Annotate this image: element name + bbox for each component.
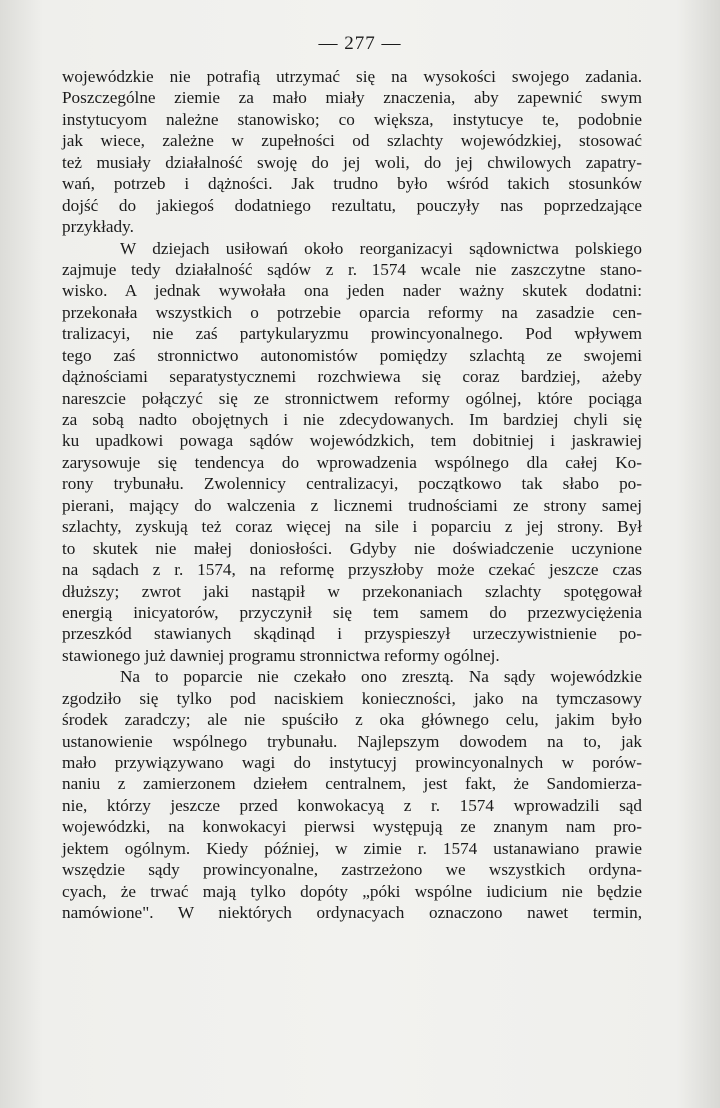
text-line: W dziejach usiłowań około reorganizacyi sądownictwa polskiego — [120, 238, 642, 258]
body-text — [62, 66, 642, 924]
text-line: wojewódzkie nie potrafią utrzymać się na wysokości swojego zadania. — [62, 67, 642, 86]
text-line: nareszcie połączyć się ze stronnictwem reformy ogólnej, które pociąga — [62, 388, 642, 408]
text-line: zajmuje tedy działalność sądów z r. 1574 wcale nie zaszczytne stano- — [62, 259, 642, 279]
text-line: ku upadkowi powaga sądów wojewódzkich, tem dobitniej i jaskrawiej — [62, 431, 642, 451]
text-line: energią inicyatorów, przyczynił się tem samem do przezwyciężenia — [62, 602, 642, 622]
text-line: nie, którzy jeszcze przed konwokacyą z r. 1574 wprowadzili sąd — [62, 795, 642, 815]
text-line: mało przywiązywano wagi do instytucyj prowincyonalnych w porów- — [62, 753, 642, 772]
text-line: wisko. A jednak wywołała ona jeden nader ważny skutek dodatni: — [62, 281, 642, 301]
text-line: jektem ogólnym. Kiedy później, w zimie r. 1574 ustanawiano prawie — [62, 838, 642, 858]
text-line: pierani, mający do walczenia z licznemi trudnościami ze strony samej — [62, 495, 642, 515]
text-line: ustanowienie wspólnego trybunału. Najlepszym dowodem na to, jak — [62, 731, 642, 751]
text-line: przeszkód stawianych skądinąd i przyspieszył urzeczywistnienie po- — [62, 624, 642, 644]
text-line: też musiały działalność swoję do jej woli, do jej chwilowych zapatry- — [62, 152, 642, 172]
text-line: wań, potrzeb i dążności. Jak trudno było wśród takich stosunków — [62, 174, 642, 194]
text-line: na sądach z r. 1574, na reformę przyszłoby może czekać jeszcze czas — [62, 560, 642, 580]
text-line: przekonała wszystkich o potrzebie oparcia reformy na zasadzie cen- — [62, 302, 642, 322]
text-line: Poszczególne ziemie za mało miały znaczenia, aby zapewnić swym — [62, 88, 642, 108]
text-line: przykłady. — [62, 217, 134, 237]
text-line: cyach, że trwać mają tylko dopóty „póki wspólne iudicium nie będzie — [62, 881, 642, 901]
text-line: szlachty, zyskują też coraz więcej na sile i poparciu z jej strony. Był — [62, 517, 642, 537]
text-line: zgodziło się tylko pod naciskiem konieczności, jako na tymczasowy — [62, 688, 642, 708]
text-line: wszędzie sądy prowincyonalne, zastrzeżono we wszystkich ordyna- — [62, 860, 642, 880]
text-line: dłuższy; zwrot jaki nastąpił w przekonaniach szlachty spotęgował — [62, 581, 642, 601]
text-line: namówione". W niektórych ordynacyach oznaczono nawet termin, — [62, 903, 642, 923]
text-line: stawionego już dawniej programu stronnictwa reformy ogólnej. — [62, 645, 500, 665]
text-line: rony trybunału. Zwolennicy centralizacyi, początkowo tak słabo po- — [62, 474, 642, 494]
text-line: zarysowuje się tendencya do wprowadzenia wspólnego dla całej Ko- — [62, 452, 642, 472]
text-line: naniu z zamierzonem dziełem centralnem, jest fakt, że Sandomierza- — [62, 774, 642, 794]
text-line: Na to poparcie nie czekało ono zresztą. Na sądy wojewódzkie — [120, 667, 642, 687]
text-line: dążnościami separatystycznemi rozchwiewa się coraz bardziej, ażeby — [62, 367, 642, 387]
text-line: wojewódzki, na konwokacyi pierwsi występują ze znanym nam pro- — [62, 817, 642, 837]
text-line: środek zaradczy; ale nie spuściło z oka głównego celu, jakim było — [62, 710, 642, 730]
text-line: to skutek nie małej doniosłości. Gdyby nie doświadczenie uczynione — [62, 538, 642, 558]
page-number: — 277 — — [318, 33, 402, 54]
text-line: tralizacyi, nie zaś partykularyzmu prowincyonalnego. Pod wpływem — [62, 324, 642, 344]
text-line: instytucyom należne stanowisko; co większa, instytucye te, podobnie — [62, 109, 642, 129]
text-line: za sobą nadto obojętnych i nie zdecydowanych. Im bardziej chyli się — [62, 410, 642, 429]
text-line: dojść do jakiegoś dodatniego rezultatu, pouczyły nas poprzedzające — [62, 195, 642, 215]
text-line: tego zaś stronnictwo autonomistów pomiędzy szlachtą ze swojemi — [62, 345, 642, 365]
text-line: jak wiece, zależne w zupełności od szlachty wojewódzkiej, stosować — [62, 131, 642, 151]
